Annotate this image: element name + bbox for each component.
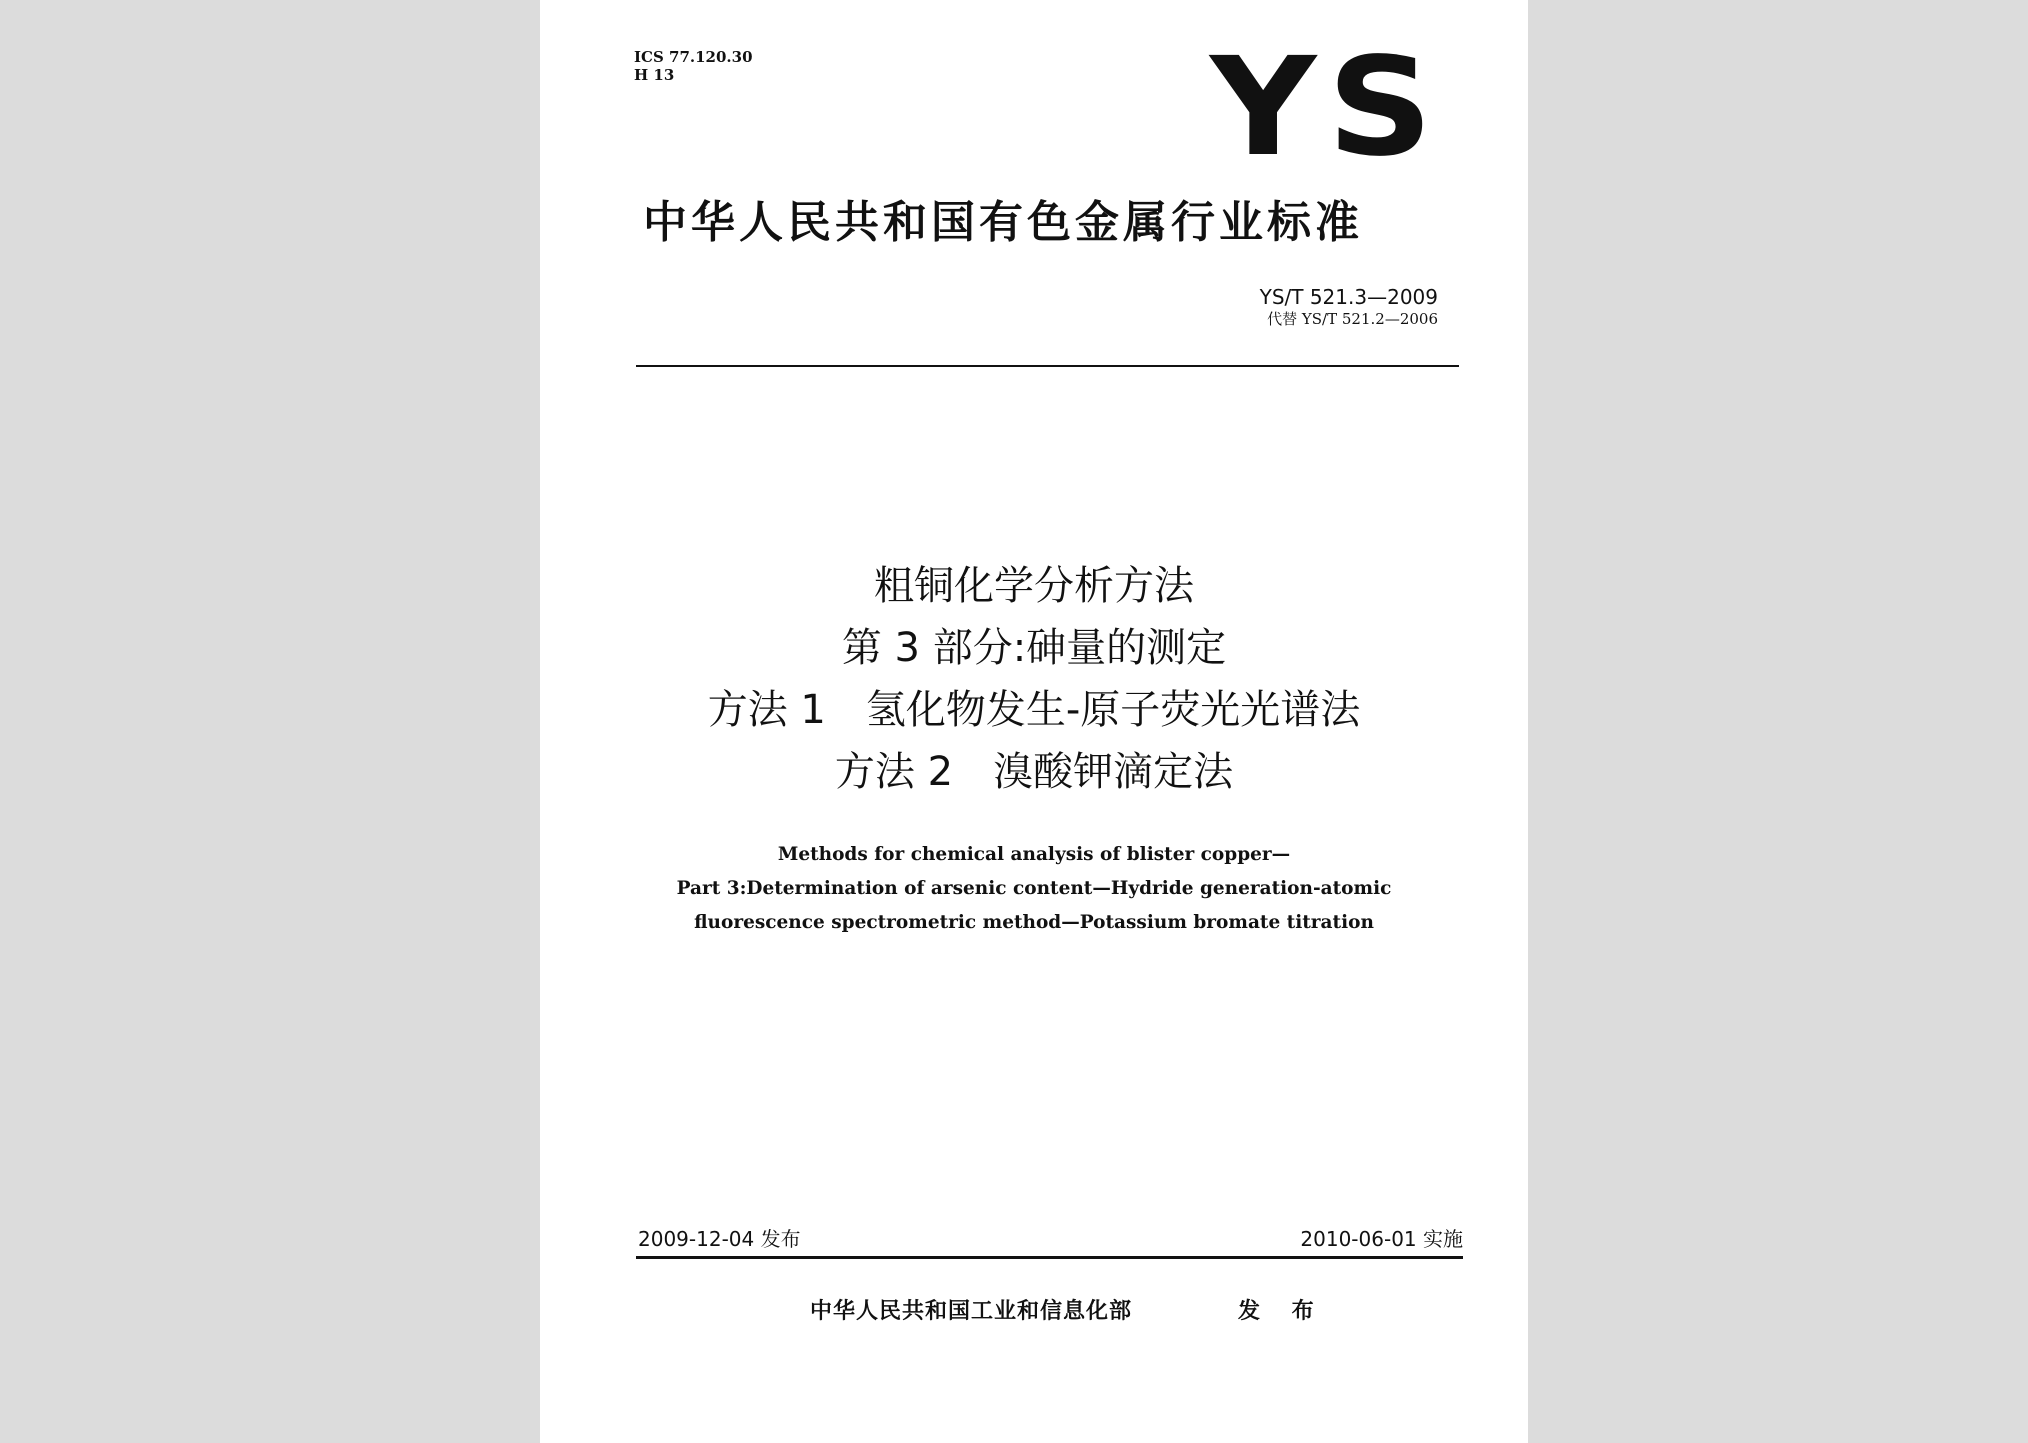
- title-line: 方法 2 溴酸钾滴定法: [834, 749, 1234, 795]
- title-line: 方法 1 氢化物发生-原子荧光光谱法: [707, 687, 1361, 733]
- org-title: 中华人民共和国有色金属行业标准: [643, 197, 1363, 248]
- title-line: 粗铜化学分析方法: [874, 563, 1194, 609]
- title-line: 第 3 部分:砷量的测定: [841, 625, 1227, 671]
- implementation-date: 2010-06-01 实施: [1300, 1227, 1463, 1251]
- footer-divider: [636, 1256, 1463, 1259]
- standard-number: YS/T 521.3—2009: [1259, 285, 1438, 309]
- english-title-line: Part 3:Determination of arsenic content—Hydride generation-atomic: [676, 878, 1392, 899]
- document-page: [540, 0, 1528, 1443]
- english-title-line: fluorescence spectrometric method—Potassium bromate titration: [694, 912, 1374, 933]
- english-title: [540, 838, 1528, 940]
- publish-label: 发 布: [1238, 1299, 1326, 1324]
- publisher: 中华人民共和国工业和信息化部: [810, 1299, 1133, 1324]
- ccs-code: H 13: [634, 66, 675, 84]
- classification-codes: [634, 48, 753, 84]
- chinese-title: [540, 555, 1528, 803]
- ics-code: ICS 77.120.30: [634, 48, 753, 66]
- header-divider: [636, 365, 1459, 367]
- ys-logo: YS: [1210, 29, 1444, 187]
- replaces-standard: 代替 YS/T 521.2—2006: [1267, 310, 1438, 328]
- english-title-line: Methods for chemical analysis of blister copper—: [777, 844, 1291, 865]
- issue-date: 2009-12-04 发布: [638, 1227, 801, 1251]
